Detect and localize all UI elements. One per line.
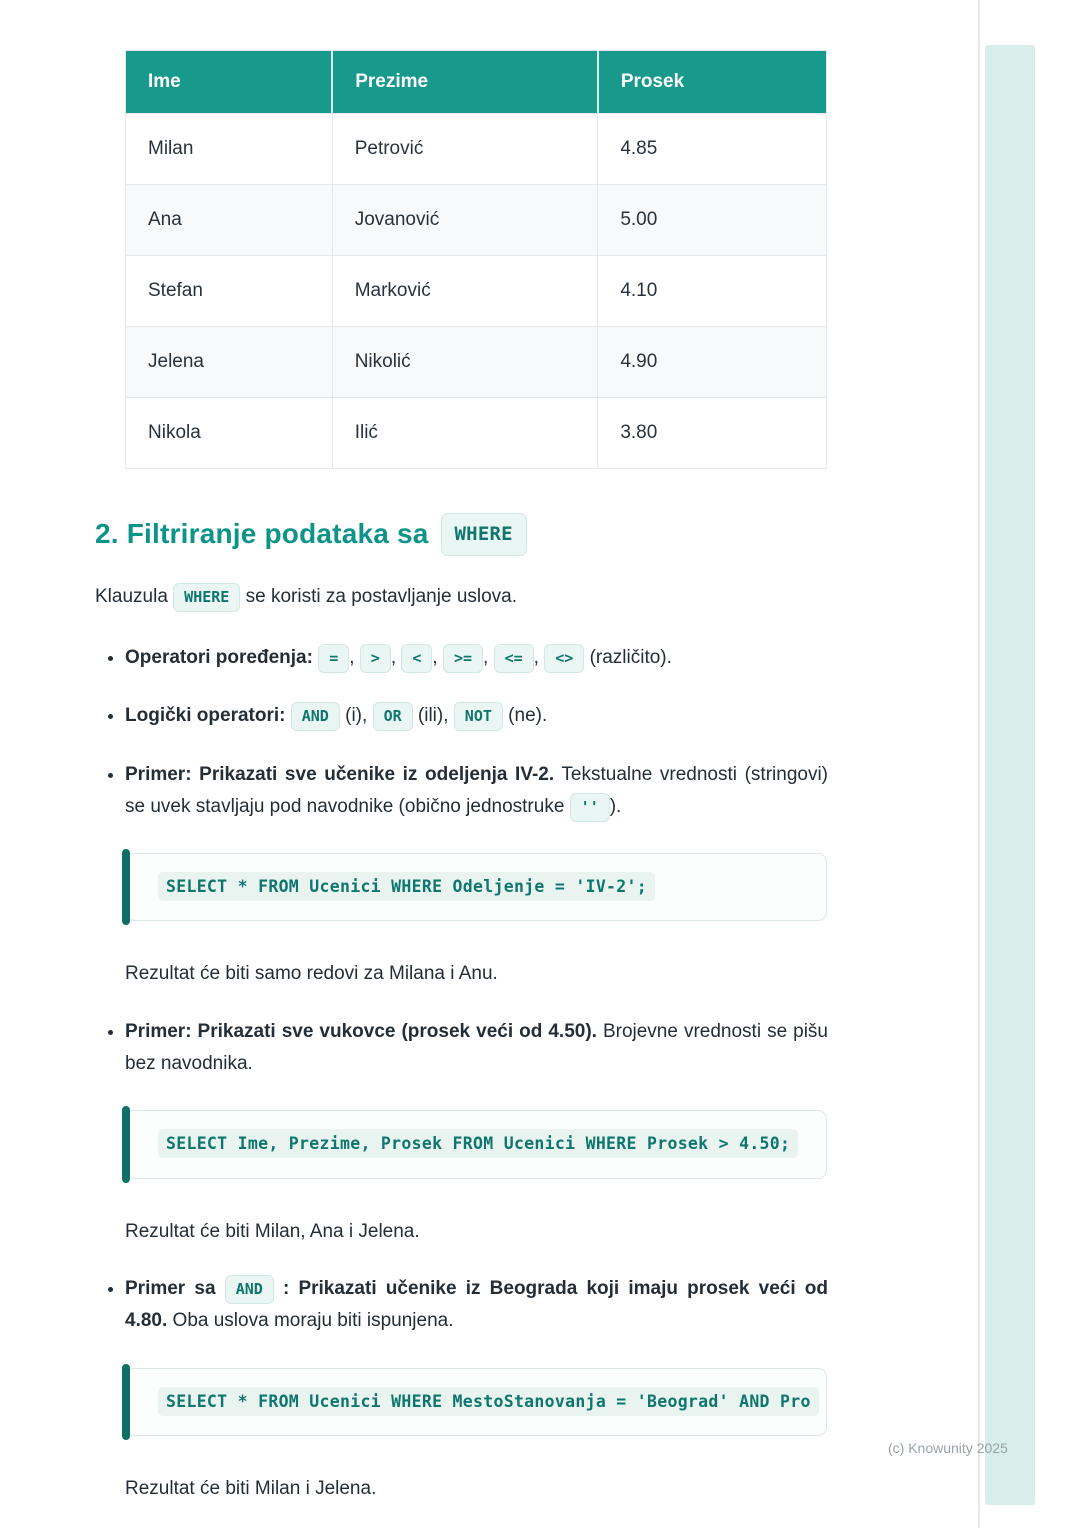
quotes-code-badge: '' bbox=[570, 793, 610, 822]
code-block-body bbox=[125, 853, 827, 921]
bullet-example-class-filter bbox=[125, 759, 828, 990]
operator-lte-badge: <= bbox=[494, 644, 534, 673]
table-row bbox=[126, 185, 827, 256]
page-edge-divider bbox=[978, 0, 980, 1528]
cell-prosek: 4.90 bbox=[598, 327, 827, 398]
cell-prosek: 3.80 bbox=[598, 398, 827, 469]
footer-credit: (c) Knowunity 2025 bbox=[888, 1440, 1008, 1456]
table-header-prezime: Prezime bbox=[332, 51, 598, 114]
table-header-row bbox=[126, 51, 827, 114]
page-edge-strip bbox=[985, 45, 1035, 1505]
intro-pre-text: Klauzula bbox=[95, 585, 168, 607]
cell-prezime: Petrović bbox=[332, 114, 598, 185]
sql-code-text: SELECT * FROM Ucenici WHERE Odeljenje = 'IV-2'; bbox=[158, 872, 655, 901]
operator-gte-badge: >= bbox=[443, 644, 483, 673]
bullet-bold-label: Primer sa bbox=[125, 1278, 216, 1300]
cell-ime: Nikola bbox=[126, 398, 333, 469]
bullet-bold-label: Primer: Prikazati sve učenike iz odeljenja IV-2. bbox=[125, 763, 555, 785]
bullet-text: Tekstualne vrednosti (stringovi) se uvek stavljaju pod navodnike (obično jednostruke bbox=[125, 763, 829, 817]
cell-prosek: 5.00 bbox=[598, 185, 827, 256]
cell-prezime: Marković bbox=[332, 256, 598, 327]
heading-where-code-badge: WHERE bbox=[441, 513, 527, 556]
code-block-body bbox=[125, 1368, 827, 1436]
code-accent-bar bbox=[122, 1106, 130, 1182]
bullet-comparison-operators bbox=[125, 642, 828, 674]
cell-prezime: Ilić bbox=[332, 398, 598, 469]
cell-prezime: Nikolić bbox=[332, 327, 598, 398]
code-accent-bar bbox=[122, 1364, 130, 1440]
students-table bbox=[125, 50, 827, 469]
where-code-badge: WHERE bbox=[173, 583, 240, 612]
bullet-list bbox=[95, 642, 828, 1504]
separator-comma: , bbox=[533, 646, 539, 668]
sql-code-block-where-average bbox=[125, 1110, 827, 1178]
separator-comma: , bbox=[390, 646, 397, 668]
cell-prosek: 4.10 bbox=[598, 256, 827, 327]
separator-comma: , bbox=[349, 646, 355, 668]
not-code-badge: NOT bbox=[454, 702, 503, 731]
operator-lt-badge: < bbox=[401, 644, 432, 673]
table-header-prosek: Prosek bbox=[598, 51, 827, 114]
bullet-bold-label: Primer: Prikazati sve vukovce (prosek veći od 4.50). bbox=[125, 1020, 597, 1042]
document-content bbox=[95, 0, 828, 1530]
bullet-text: Brojevne vrednosti se pišu bez navodnika. bbox=[125, 1020, 828, 1075]
and-code-badge: AND bbox=[291, 702, 340, 731]
separator-comma: , bbox=[432, 646, 438, 668]
bullet-example-and-filter bbox=[125, 1273, 828, 1504]
separator-comma: , bbox=[483, 646, 489, 668]
table-row bbox=[126, 256, 827, 327]
result-text: Rezultat će biti Milan, Ana i Jelena. bbox=[125, 1220, 420, 1242]
sql-code-block-where-and bbox=[125, 1368, 827, 1436]
cell-prezime: Jovanović bbox=[332, 185, 598, 256]
table-row bbox=[126, 398, 827, 469]
operator-neq-badge: <> bbox=[544, 644, 584, 673]
intro-paragraph bbox=[95, 582, 828, 612]
table-row bbox=[126, 114, 827, 185]
bullet-bold-label: Operatori poređenja: bbox=[125, 646, 313, 668]
bullet-tail-text: ). bbox=[609, 795, 622, 817]
bullet-example-average-filter bbox=[125, 1016, 828, 1247]
cell-ime: Stefan bbox=[126, 256, 333, 327]
table-header-ime: Ime bbox=[126, 51, 333, 114]
or-code-badge: OR bbox=[373, 702, 413, 731]
section-heading bbox=[95, 513, 828, 556]
section-heading-text: 2. Filtriranje podataka sa bbox=[95, 518, 429, 550]
cell-ime: Ana bbox=[126, 185, 333, 256]
bullet-tail-text: (različito). bbox=[589, 646, 672, 668]
intro-post-text: se koristi za postavljanje uslova. bbox=[245, 585, 518, 607]
cell-prosek: 4.85 bbox=[598, 114, 827, 185]
operator-gt-badge: > bbox=[360, 644, 391, 673]
bullet-text: (ili), bbox=[417, 705, 449, 727]
code-accent-bar bbox=[122, 849, 130, 925]
bullet-text: Oba uslova moraju biti ispunjena. bbox=[172, 1310, 454, 1332]
bullet-text: (i), bbox=[345, 705, 368, 727]
students-table-wrap bbox=[125, 50, 827, 469]
result-text: Rezultat će biti Milan i Jelena. bbox=[125, 1478, 377, 1500]
result-text: Rezultat će biti samo redovi za Milana i Anu. bbox=[125, 963, 498, 985]
bullet-bold-label: : Prikazati učenike iz Beograda koji imaju prosek veći od 4.80. bbox=[125, 1278, 828, 1332]
code-block-body bbox=[125, 1110, 827, 1178]
sql-code-text: SELECT Ime, Prezime, Prosek FROM Ucenici WHERE Prosek > 4.50; bbox=[158, 1129, 798, 1158]
bullet-text: (ne). bbox=[508, 705, 548, 727]
cell-ime: Milan bbox=[126, 114, 333, 185]
and-code-badge: AND bbox=[225, 1275, 274, 1304]
sql-code-text: SELECT * FROM Ucenici WHERE MestoStanovanja = 'Beograd' AND Pro bbox=[158, 1387, 819, 1416]
sql-code-block-where-class bbox=[125, 853, 827, 921]
operator-eq-badge: = bbox=[318, 644, 349, 673]
cell-ime: Jelena bbox=[126, 327, 333, 398]
bullet-logical-operators bbox=[125, 700, 828, 732]
bullet-bold-label: Logički operatori: bbox=[125, 705, 286, 727]
table-row bbox=[126, 327, 827, 398]
